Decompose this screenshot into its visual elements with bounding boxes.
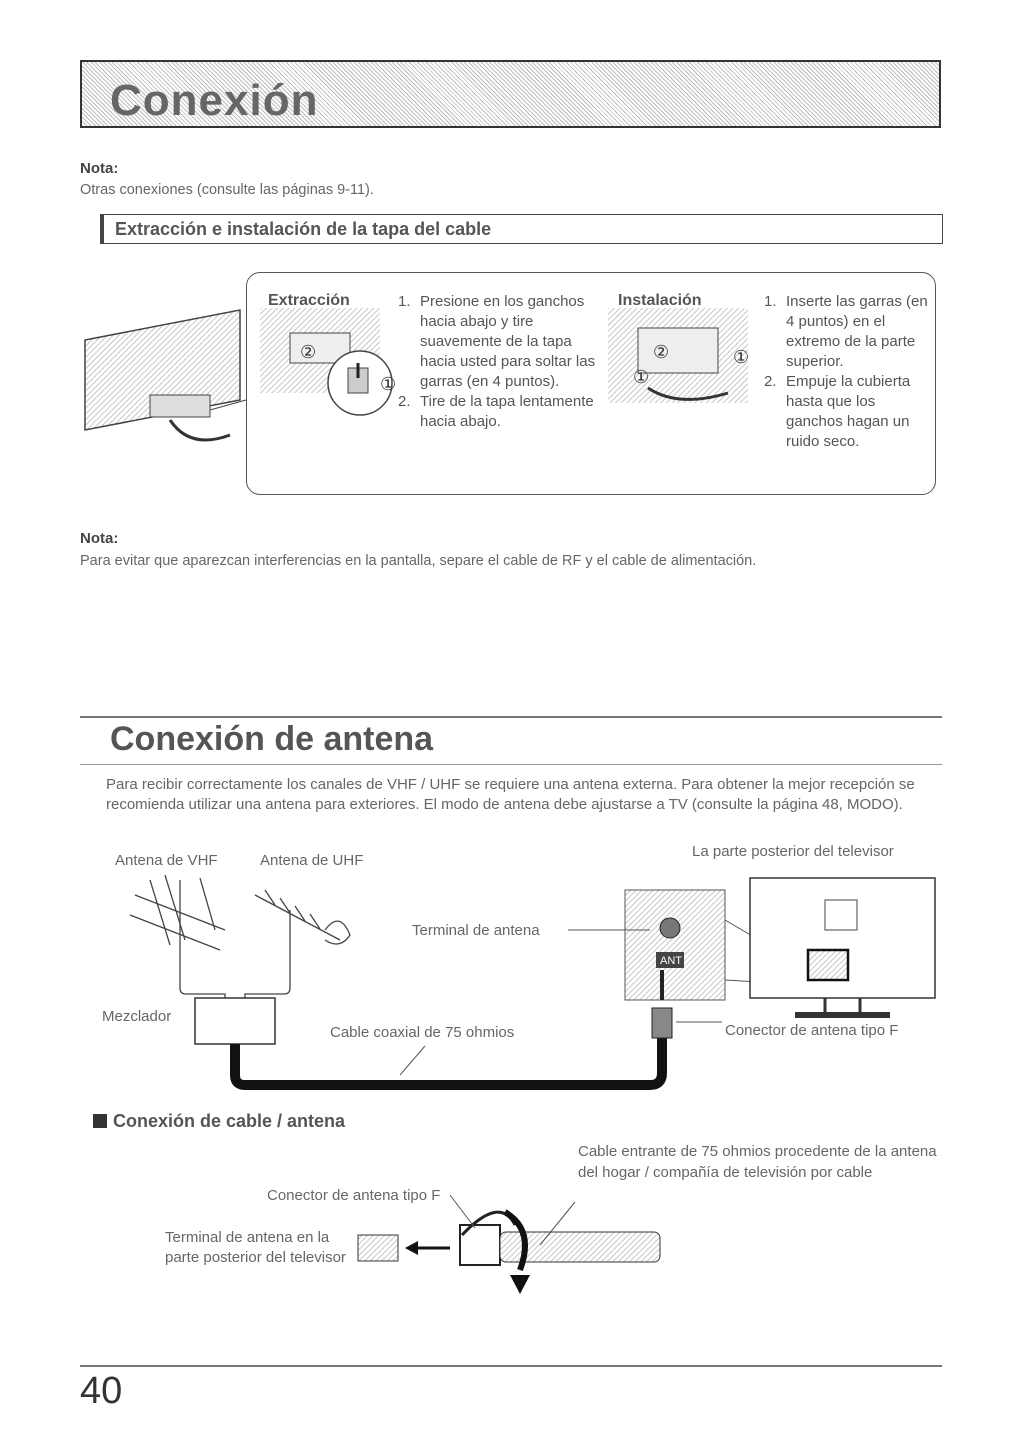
antenna-diagram bbox=[90, 870, 950, 1100]
section-title: Conexión de cable / antena bbox=[93, 1111, 345, 1132]
coax-label: Cable coaxial de 75 ohmios bbox=[330, 1024, 515, 1041]
mark-1: ① bbox=[380, 374, 397, 394]
list-item: 1. Inserte las garras (en 4 puntos) en el extremo de la parte superior. bbox=[764, 293, 928, 370]
extraction-steps bbox=[398, 292, 598, 432]
page-number: 40 bbox=[80, 1370, 123, 1412]
uhf-label: Antena de UHF bbox=[260, 852, 364, 869]
mixer-box bbox=[195, 998, 275, 1044]
antenna-terminal-icon bbox=[358, 1235, 398, 1261]
vhf-antenna-icon bbox=[130, 875, 225, 980]
mark-1: ① bbox=[733, 347, 750, 367]
terminal-label: Terminal de antena bbox=[412, 922, 540, 939]
section-title: Conexión de antena bbox=[110, 720, 434, 758]
installation-illustration bbox=[608, 308, 758, 418]
nota-text: Otras conexiones (consulte las páginas 9-11). bbox=[80, 182, 374, 198]
mark-1: ① bbox=[633, 367, 650, 387]
mixer-label: Mezclador bbox=[102, 1008, 172, 1025]
nota-text: Para evitar que aparezcan interferencias en la pantalla, separe el cable de RF y el cable de alimentación. bbox=[80, 553, 757, 569]
installation-heading: Instalación bbox=[618, 292, 702, 309]
installation-steps bbox=[764, 292, 930, 452]
page-title: Conexión bbox=[110, 76, 319, 125]
tv-side-illustration bbox=[80, 300, 250, 450]
extraction-illustration bbox=[260, 308, 400, 418]
divider bbox=[80, 764, 942, 765]
uhf-antenna-icon bbox=[255, 890, 350, 980]
square-bullet-icon bbox=[93, 1114, 107, 1128]
terminal-label: Terminal de antena en la parte posterior del televisor bbox=[165, 1229, 346, 1266]
extraction-heading: Extracción bbox=[268, 292, 350, 309]
cable-connection-diagram bbox=[350, 1190, 670, 1300]
coax-cable bbox=[235, 1035, 662, 1085]
list-item: 2. Empuje la cubierta hasta que los ganchos hagan un ruido seco. bbox=[764, 373, 911, 450]
arrow-left-icon bbox=[405, 1241, 418, 1255]
section-title: Extracción e instalación de la tapa del cable bbox=[115, 219, 492, 239]
incoming-cable-label: Cable entrante de 75 ohmios procedente de la antena del hogar / compañía de televisión por cable bbox=[578, 1143, 937, 1181]
arrow-down-icon bbox=[510, 1275, 530, 1294]
footer-divider bbox=[80, 1365, 942, 1367]
nota-label: Nota: bbox=[80, 160, 119, 177]
nota-label: Nota: bbox=[80, 530, 119, 547]
list-item: 1. Presione en los ganchos hacia abajo y tire suavemente de la tapa hacia usted para soltar las garras (en 4 puntos). bbox=[398, 293, 596, 390]
antenna-terminal-icon bbox=[660, 918, 680, 938]
mark-2: ② bbox=[653, 342, 670, 362]
f-connector-label: Conector de antena tipo F bbox=[725, 1022, 899, 1039]
list-item: 2. Tire de la tapa lentamente hacia abajo. bbox=[398, 393, 594, 430]
vhf-label: Antena de VHF bbox=[115, 852, 218, 869]
mark-2: ② bbox=[300, 342, 317, 362]
f-connector-label: Conector de antena tipo F bbox=[267, 1187, 441, 1204]
divider bbox=[80, 716, 942, 718]
tv-back-label: La parte posterior del televisor bbox=[692, 843, 894, 860]
ant-tag: ANT bbox=[660, 955, 682, 967]
f-connector-icon bbox=[652, 1008, 672, 1038]
antenna-paragraph: Para recibir correctamente los canales de VHF / UHF se requiere una antena externa. Para obtener la mejor recepción se recomienda utilizar una antena para exteriores. El modo de antena debe ajustarse a TV (consulte la página 48, MODO). bbox=[106, 776, 915, 813]
